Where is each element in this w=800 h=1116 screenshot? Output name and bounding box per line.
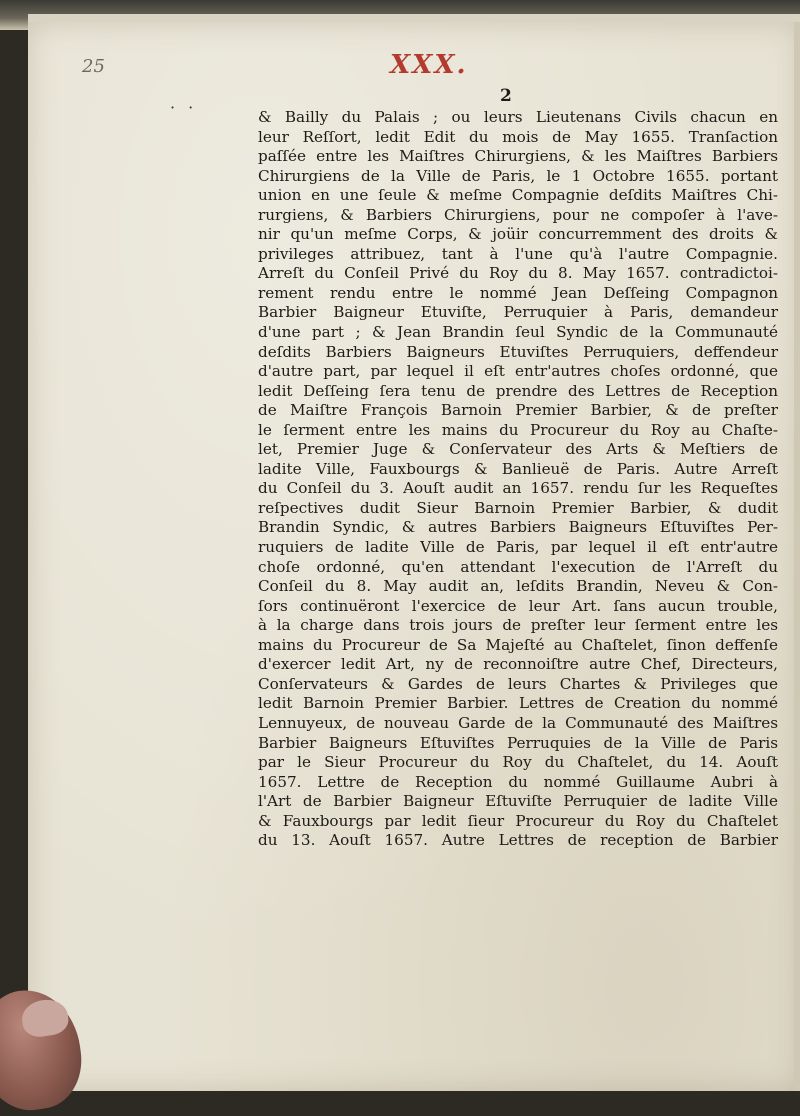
page-right-edge [794, 22, 800, 1091]
text-line: Lennuyeux, de nouveau Garde de la Communauté des Maiſtres [258, 713, 778, 732]
text-line: ſors continuëront l'exercice de leur Art. ſans aucun trouble, [258, 596, 778, 615]
text-line: Chirurgiens de la Ville de Paris, le 1 Octobre 1655. portant [258, 166, 778, 185]
text-line: d'exercer ledit Art, ny de reconnoiſtre autre Chef, Directeurs, [258, 655, 778, 674]
text-line: choſe ordonné, qu'en attendant l'execution de l'Arreſt du [258, 557, 778, 576]
margin-marks: · · [170, 98, 198, 117]
text-line: & Bailly du Palais ; ou leurs Lieutenans Civils chacun en [258, 108, 778, 126]
handwritten-ink-mark: 25 [82, 56, 105, 77]
text-line: Barbier Baigneurs Eſtuviſtes Perruquies de la Ville de Paris [258, 733, 778, 752]
red-folio-mark: XXX. [390, 50, 468, 80]
text-line: de Maiſtre François Barnoin Premier Barbier, & de preſter [258, 401, 778, 420]
text-line: du 13. Aouſt 1657. Autre Lettres de reception de Barbier [258, 831, 778, 850]
text-line: paſſée entre les Maiſtres Chirurgiens, & les Maiſtres Barbiers [258, 147, 778, 166]
text-line: Brandin Syndic, & autres Barbiers Baigneurs Eſtuviſtes Per- [258, 518, 778, 537]
text-line: Conſeil du 8. May audit an, leſdits Brandin, Neveu & Con- [258, 577, 778, 596]
text-line: d'une part ; & Jean Brandin ſeul Syndic de la Communauté [258, 323, 778, 342]
text-line: reſpectives dudit Sieur Barnoin Premier Barbier, & dudit [258, 498, 778, 517]
body-text [258, 108, 778, 851]
text-line: leur Reſſort, ledit Edit du mois de May 1655. Tranſaction [258, 127, 778, 146]
text-line: par le Sieur Procureur du Roy du Chaſtelet, du 14. Aouſt [258, 753, 778, 772]
text-line: ruquiers de ladite Ville de Paris, par lequel il eſt entr'autre [258, 538, 778, 557]
text-line: privileges attribuez, tant à l'une qu'à l'autre Compagnie. [258, 244, 778, 263]
text-line: à la charge dans trois jours de preſter leur ſerment entre les [258, 616, 778, 635]
text-line: deſdits Barbiers Baigneurs Etuviſtes Perruquiers, deffendeur [258, 342, 778, 361]
text-line: ledit Deſſeing ſera tenu de prendre des Lettres de Reception [258, 381, 778, 400]
text-line: Conſervateurs & Gardes de leurs Chartes & Privileges que [258, 674, 778, 693]
text-line: le ſerment entre les mains du Procureur du Roy au Chaſte- [258, 420, 778, 439]
page-number: 2 [500, 86, 512, 106]
text-line: & Fauxbourgs par ledit ſieur Procureur du Roy du Chaſtelet [258, 811, 778, 830]
text-line: rurgiens, & Barbiers Chirurgiens, pour ne compoſer à l'ave- [258, 205, 778, 224]
text-line: mains du Procureur de Sa Majeſté au Chaſtelet, ſinon deffenſe [258, 635, 778, 654]
text-line: let, Premier Juge & Conſervateur des Arts & Meſtiers de [258, 440, 778, 459]
text-line: du Conſeil du 3. Aouſt audit an 1657. rendu ſur les Requeſtes [258, 479, 778, 498]
text-line: l'Art de Barbier Baigneur Eſtuviſte Perruquier de ladite Ville [258, 792, 778, 811]
text-line: ledit Barnoin Premier Barbier. Lettres de Creation du nommé [258, 694, 778, 713]
text-line: nir qu'un meſme Corps, & joüir concurremment des droits & [258, 225, 778, 244]
text-line: Arreſt du Conſeil Privé du Roy du 8. May 1657. contradictoi- [258, 264, 778, 283]
text-line: Barbier Baigneur Etuviſte, Perruquier à Paris, demandeur [258, 303, 778, 322]
text-line: ladite Ville, Fauxbourgs & Banlieuë de Paris. Autre Arreſt [258, 459, 778, 478]
text-line: rement rendu entre le nommé Jean Deſſeing Compagnon [258, 283, 778, 302]
text-line: 1657. Lettre de Reception du nommé Guillaume Aubri à [258, 772, 778, 791]
text-line: union en une ſeule & meſme Compagnie deſdits Maiſtres Chi- [258, 186, 778, 205]
text-line: d'autre part, par lequel il eſt entr'autres choſes ordonné, que [258, 362, 778, 381]
